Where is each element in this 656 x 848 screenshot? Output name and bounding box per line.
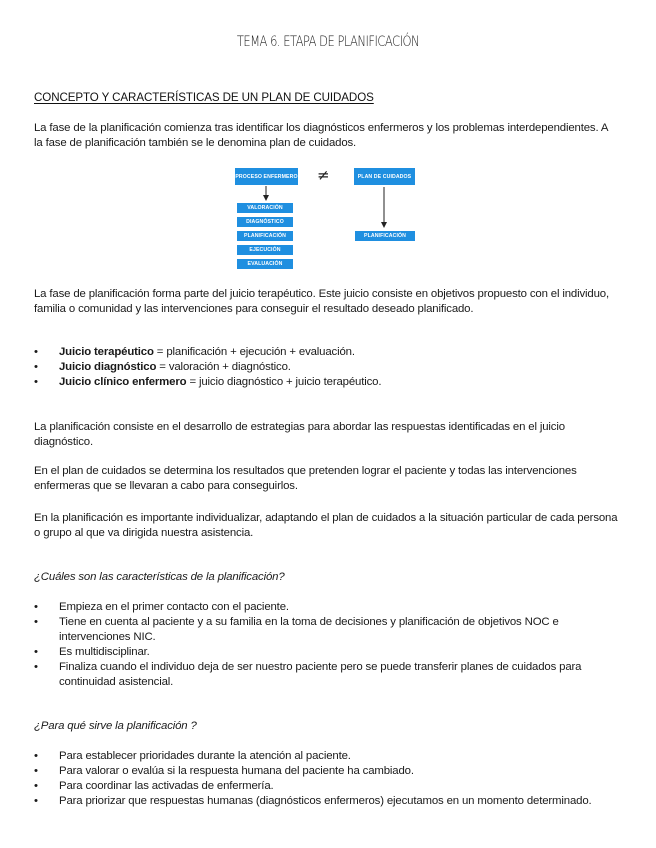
diagram-step-diagnostico: DIAGNÓSTICO <box>237 217 293 227</box>
list-item <box>34 764 619 779</box>
list-item <box>34 345 619 360</box>
bullet-icon: • <box>34 750 38 762</box>
process-vs-plan-diagram <box>233 166 423 270</box>
diagram-step-planificacion: PLANIFICACIÓN <box>237 231 293 241</box>
intro-paragraph: La fase de la planificación comienza tras identificar los diagnósticos enfermeros y los problemas interdependientes. A la fase de planificación también se le denomina plan de cuidados. <box>34 122 608 149</box>
list-item-text: Para establecer prioridades durante la atención al paciente. <box>59 750 351 762</box>
caracteristicas-list <box>34 600 619 690</box>
list-item <box>34 615 619 645</box>
diagram-plan-planificacion: PLANIFICACIÓN <box>355 231 415 241</box>
list-item <box>34 375 619 390</box>
definition-text: = planificación + ejecución + evaluación. <box>153 346 355 358</box>
list-item-text: Tiene en cuenta al paciente y a su familia en la toma de decisiones y planificación de objetivos NOC e intervenciones NIC. <box>59 616 559 643</box>
bullet-icon: • <box>34 780 38 792</box>
bullet-icon: • <box>34 346 38 358</box>
definition-text: = valoración + diagnóstico. <box>156 361 291 373</box>
definitions-list <box>34 345 619 390</box>
bullet-icon: • <box>34 361 38 373</box>
bullet-icon: • <box>34 661 38 673</box>
section-heading: CONCEPTO Y CARACTERÍSTICAS DE UN PLAN DE CUIDADOS <box>34 91 374 104</box>
estrategias-paragraph: La planificación consiste en el desarrollo de estrategias para abordar las respuestas identificadas en el juicio diagnóstico. <box>34 421 565 448</box>
list-item-text: Empieza en el primer contacto con el paciente. <box>59 601 289 613</box>
bullet-icon: • <box>34 765 38 777</box>
bullet-icon: • <box>34 646 38 658</box>
para-que-list <box>34 749 619 809</box>
list-item-text: Es multidisciplinar. <box>59 646 150 658</box>
list-item <box>34 794 619 809</box>
list-item-text: Para priorizar que respuestas humanas (diagnósticos enfermeros) ejecutamos en un momento determinado. <box>59 795 592 807</box>
list-item <box>34 749 619 764</box>
list-item-text: Para valorar o evalúa si la respuesta humana del paciente ha cambiado. <box>59 765 414 777</box>
not-equal-symbol: ≠ <box>317 166 330 184</box>
list-item <box>34 660 619 690</box>
diagram-step-ejecucion: EJECUCIÓN <box>237 245 293 255</box>
question-caracteristicas: ¿Cuáles son las características de la planificación? <box>34 571 285 583</box>
list-item <box>34 600 619 615</box>
bullet-icon: • <box>34 376 38 388</box>
diagram-step-valoracion: VALORACIÓN <box>237 203 293 213</box>
definition-term: Juicio terapéutico <box>59 346 154 358</box>
diagram-header-plan: PLAN DE CUIDADOS <box>354 168 415 185</box>
list-item <box>34 779 619 794</box>
resultados-paragraph: En el plan de cuidados se determina los resultados que pretenden lograr el paciente y todas las intervenciones enfermeras que se llevaran a cabo para conseguirlos. <box>34 465 577 492</box>
question-para-que: ¿Para qué sirve la planificación ? <box>34 720 197 732</box>
juicio-paragraph: La fase de planificación forma parte del juicio terapéutico. Este juicio consiste en objetivos propuesto con el individuo, familia o comunidad y las intervenciones para conseguir el resultado deseado planificado. <box>34 288 609 315</box>
list-item-text: Para coordinar las activadas de enfermería. <box>59 780 274 792</box>
bullet-icon: • <box>34 601 38 613</box>
definition-text: = juicio diagnóstico + juicio terapéutico. <box>186 376 382 388</box>
bullet-icon: • <box>34 616 38 628</box>
page-title: TEMA 6. ETAPA DE PLANIFICACIÓN <box>236 34 420 50</box>
diagram-step-evaluacion: EVALUACIÓN <box>237 259 293 269</box>
definition-term: Juicio clínico enfermero <box>59 376 187 388</box>
list-item <box>34 645 619 660</box>
list-item-text: Finaliza cuando el individuo deja de ser nuestro paciente pero se puede transferir planes de cuidados para continuidad asistencial. <box>59 661 582 688</box>
diagram-header-proceso: PROCESO ENFERMERO <box>235 168 298 185</box>
individualizar-paragraph: En la planificación es importante individualizar, adaptando el plan de cuidados a la situación particular de cada persona o grupo al que va dirigida nuestra asistencia. <box>34 512 618 539</box>
definition-term: Juicio diagnóstico <box>59 361 157 373</box>
bullet-icon: • <box>34 795 38 807</box>
list-item <box>34 360 619 375</box>
